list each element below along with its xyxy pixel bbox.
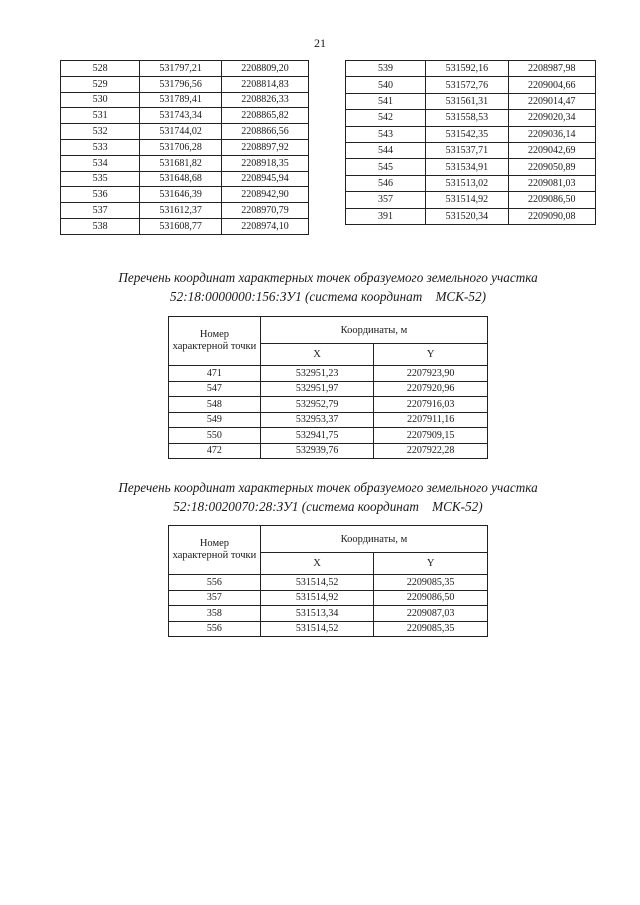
x-coordinate-cell: 531608,77 bbox=[140, 218, 222, 234]
y-coordinate-cell: 2208814,83 bbox=[222, 76, 309, 92]
point-number-cell: 546 bbox=[346, 175, 426, 191]
table-row bbox=[169, 381, 488, 397]
x-coordinate-cell: 531797,21 bbox=[140, 61, 222, 77]
table-header bbox=[169, 526, 488, 575]
x-coordinate-cell: 531572,76 bbox=[426, 77, 508, 93]
point-number-cell: 357 bbox=[346, 192, 426, 208]
point-number-cell: 358 bbox=[169, 606, 261, 622]
y-coordinate-cell: 2208826,33 bbox=[222, 92, 309, 108]
point-number-cell: 529 bbox=[61, 76, 140, 92]
x-coordinate-cell: 531561,31 bbox=[426, 93, 508, 109]
x-coordinate-cell: 531706,28 bbox=[140, 139, 222, 155]
point-number-cell: 538 bbox=[61, 218, 140, 234]
point-number-cell: 528 bbox=[61, 61, 140, 77]
x-coordinate-cell: 531514,52 bbox=[260, 575, 373, 591]
x-coordinate-cell: 531537,71 bbox=[426, 142, 508, 158]
x-coordinate-cell: 532951,97 bbox=[260, 381, 373, 397]
point-number-cell: 537 bbox=[61, 203, 140, 219]
y-coordinate-cell: 2209090,08 bbox=[508, 208, 595, 224]
table-row bbox=[169, 428, 488, 444]
x-coordinate-cell: 531743,34 bbox=[140, 108, 222, 124]
table-row bbox=[61, 61, 309, 77]
point-number-cell: 536 bbox=[61, 187, 140, 203]
table-row bbox=[61, 218, 309, 234]
header-x: X bbox=[260, 344, 373, 366]
x-coordinate-cell: 532951,23 bbox=[260, 366, 373, 382]
x-coordinate-cell: 531542,35 bbox=[426, 126, 508, 142]
table-row bbox=[346, 159, 596, 175]
x-coordinate-cell: 531534,91 bbox=[426, 159, 508, 175]
y-coordinate-cell: 2209086,50 bbox=[508, 192, 595, 208]
table-row bbox=[169, 590, 488, 606]
table-row bbox=[346, 61, 596, 77]
y-coordinate-cell: 2207911,16 bbox=[374, 412, 488, 428]
section-2-title-line2: 52:18:0020070:28:ЗУ1 (система координат МСК-52) bbox=[173, 499, 483, 514]
header-point-number: Номер характерной точки bbox=[169, 317, 261, 366]
point-number-cell: 549 bbox=[169, 412, 261, 428]
table-row bbox=[346, 192, 596, 208]
header-point-number: Номер характерной точки bbox=[169, 526, 261, 575]
point-number-cell: 357 bbox=[169, 590, 261, 606]
point-number-cell: 530 bbox=[61, 92, 140, 108]
table-row bbox=[61, 76, 309, 92]
x-coordinate-cell: 531789,41 bbox=[140, 92, 222, 108]
section-1-title-line2: 52:18:0000000:156:ЗУ1 (система координат МСК-52) bbox=[170, 289, 486, 304]
point-number-cell: 556 bbox=[169, 621, 261, 637]
x-coordinate-cell: 531514,92 bbox=[426, 192, 508, 208]
point-number-cell: 544 bbox=[346, 142, 426, 158]
point-number-cell: 472 bbox=[169, 443, 261, 459]
y-coordinate-cell: 2208945,94 bbox=[222, 171, 309, 187]
table-body bbox=[346, 61, 596, 225]
y-coordinate-cell: 2209086,50 bbox=[374, 590, 488, 606]
y-coordinate-cell: 2207916,03 bbox=[374, 397, 488, 413]
header-y: Y bbox=[374, 344, 488, 366]
table-row bbox=[61, 171, 309, 187]
y-coordinate-cell: 2208942,90 bbox=[222, 187, 309, 203]
table-body bbox=[61, 61, 309, 235]
x-coordinate-cell: 531681,82 bbox=[140, 155, 222, 171]
table-row bbox=[169, 366, 488, 382]
point-number-cell: 545 bbox=[346, 159, 426, 175]
page-number: 21 bbox=[314, 36, 326, 50]
header-coordinates: Координаты, м bbox=[260, 317, 487, 344]
table-row bbox=[346, 142, 596, 158]
table-body bbox=[169, 366, 488, 459]
y-coordinate-cell: 2208987,98 bbox=[508, 61, 595, 77]
point-number-cell: 540 bbox=[346, 77, 426, 93]
y-coordinate-cell: 2209042,69 bbox=[508, 142, 595, 158]
y-coordinate-cell: 2207923,90 bbox=[374, 366, 488, 382]
section-1-heading bbox=[60, 268, 596, 306]
x-coordinate-cell: 531744,02 bbox=[140, 124, 222, 140]
section-2-heading bbox=[60, 478, 596, 516]
table-row bbox=[169, 443, 488, 459]
y-coordinate-cell: 2209085,35 bbox=[374, 575, 488, 591]
y-coordinate-cell: 2209087,03 bbox=[374, 606, 488, 622]
table-row bbox=[346, 110, 596, 126]
x-coordinate-cell: 532953,37 bbox=[260, 412, 373, 428]
table-row bbox=[61, 124, 309, 140]
y-coordinate-cell: 2208897,92 bbox=[222, 139, 309, 155]
point-number-cell: 556 bbox=[169, 575, 261, 591]
section-2-title-line1: Перечень координат характерных точек образуемого земельного участка bbox=[118, 480, 538, 495]
x-coordinate-cell: 532952,79 bbox=[260, 397, 373, 413]
point-number-cell: 547 bbox=[169, 381, 261, 397]
coordinates-table-right bbox=[345, 60, 596, 225]
section-1-title-line1: Перечень координат характерных точек образуемого земельного участка bbox=[118, 270, 538, 285]
y-coordinate-cell: 2209036,14 bbox=[508, 126, 595, 142]
point-number-cell: 532 bbox=[61, 124, 140, 140]
y-coordinate-cell: 2207909,15 bbox=[374, 428, 488, 444]
y-coordinate-cell: 2209014,47 bbox=[508, 93, 595, 109]
table-row bbox=[346, 175, 596, 191]
y-coordinate-cell: 2209020,34 bbox=[508, 110, 595, 126]
y-coordinate-cell: 2208974,10 bbox=[222, 218, 309, 234]
y-coordinate-cell: 2208809,20 bbox=[222, 61, 309, 77]
header-y: Y bbox=[374, 553, 488, 575]
y-coordinate-cell: 2207922,28 bbox=[374, 443, 488, 459]
table-row bbox=[169, 397, 488, 413]
point-number-cell: 542 bbox=[346, 110, 426, 126]
table-row bbox=[169, 575, 488, 591]
y-coordinate-cell: 2208970,79 bbox=[222, 203, 309, 219]
table-header bbox=[169, 317, 488, 366]
coordinates-table-left bbox=[60, 60, 309, 235]
section-2-coordinates-table bbox=[168, 525, 488, 637]
point-number-cell: 550 bbox=[169, 428, 261, 444]
x-coordinate-cell: 531514,92 bbox=[260, 590, 373, 606]
point-number-cell: 543 bbox=[346, 126, 426, 142]
table-row bbox=[169, 606, 488, 622]
y-coordinate-cell: 2209081,03 bbox=[508, 175, 595, 191]
x-coordinate-cell: 531513,34 bbox=[260, 606, 373, 622]
x-coordinate-cell: 532941,75 bbox=[260, 428, 373, 444]
x-coordinate-cell: 531513,02 bbox=[426, 175, 508, 191]
x-coordinate-cell: 531514,52 bbox=[260, 621, 373, 637]
point-number-cell: 471 bbox=[169, 366, 261, 382]
x-coordinate-cell: 531796,56 bbox=[140, 76, 222, 92]
point-number-cell: 548 bbox=[169, 397, 261, 413]
x-coordinate-cell: 531520,34 bbox=[426, 208, 508, 224]
table-row bbox=[346, 93, 596, 109]
y-coordinate-cell: 2209050,89 bbox=[508, 159, 595, 175]
x-coordinate-cell: 531612,37 bbox=[140, 203, 222, 219]
y-coordinate-cell: 2208865,82 bbox=[222, 108, 309, 124]
table-row bbox=[346, 126, 596, 142]
table-row bbox=[346, 208, 596, 224]
x-coordinate-cell: 532939,76 bbox=[260, 443, 373, 459]
header-x: X bbox=[260, 553, 373, 575]
x-coordinate-cell: 531592,16 bbox=[426, 61, 508, 77]
header-coordinates: Координаты, м bbox=[260, 526, 487, 553]
y-coordinate-cell: 2207920,96 bbox=[374, 381, 488, 397]
table-row bbox=[61, 203, 309, 219]
table-row bbox=[61, 139, 309, 155]
table-row bbox=[61, 108, 309, 124]
point-number-cell: 541 bbox=[346, 93, 426, 109]
x-coordinate-cell: 531648,68 bbox=[140, 171, 222, 187]
point-number-cell: 533 bbox=[61, 139, 140, 155]
table-row bbox=[61, 92, 309, 108]
point-number-cell: 534 bbox=[61, 155, 140, 171]
x-coordinate-cell: 531646,39 bbox=[140, 187, 222, 203]
y-coordinate-cell: 2209085,35 bbox=[374, 621, 488, 637]
point-number-cell: 539 bbox=[346, 61, 426, 77]
y-coordinate-cell: 2208866,56 bbox=[222, 124, 309, 140]
point-number-cell: 391 bbox=[346, 208, 426, 224]
table-row bbox=[169, 412, 488, 428]
section-1-coordinates-table bbox=[168, 316, 488, 459]
table-body bbox=[169, 575, 488, 637]
table-row bbox=[346, 77, 596, 93]
x-coordinate-cell: 531558,53 bbox=[426, 110, 508, 126]
table-row bbox=[169, 621, 488, 637]
point-number-cell: 531 bbox=[61, 108, 140, 124]
table-row bbox=[61, 155, 309, 171]
point-number-cell: 535 bbox=[61, 171, 140, 187]
table-row bbox=[61, 187, 309, 203]
y-coordinate-cell: 2208918,35 bbox=[222, 155, 309, 171]
y-coordinate-cell: 2209004,66 bbox=[508, 77, 595, 93]
